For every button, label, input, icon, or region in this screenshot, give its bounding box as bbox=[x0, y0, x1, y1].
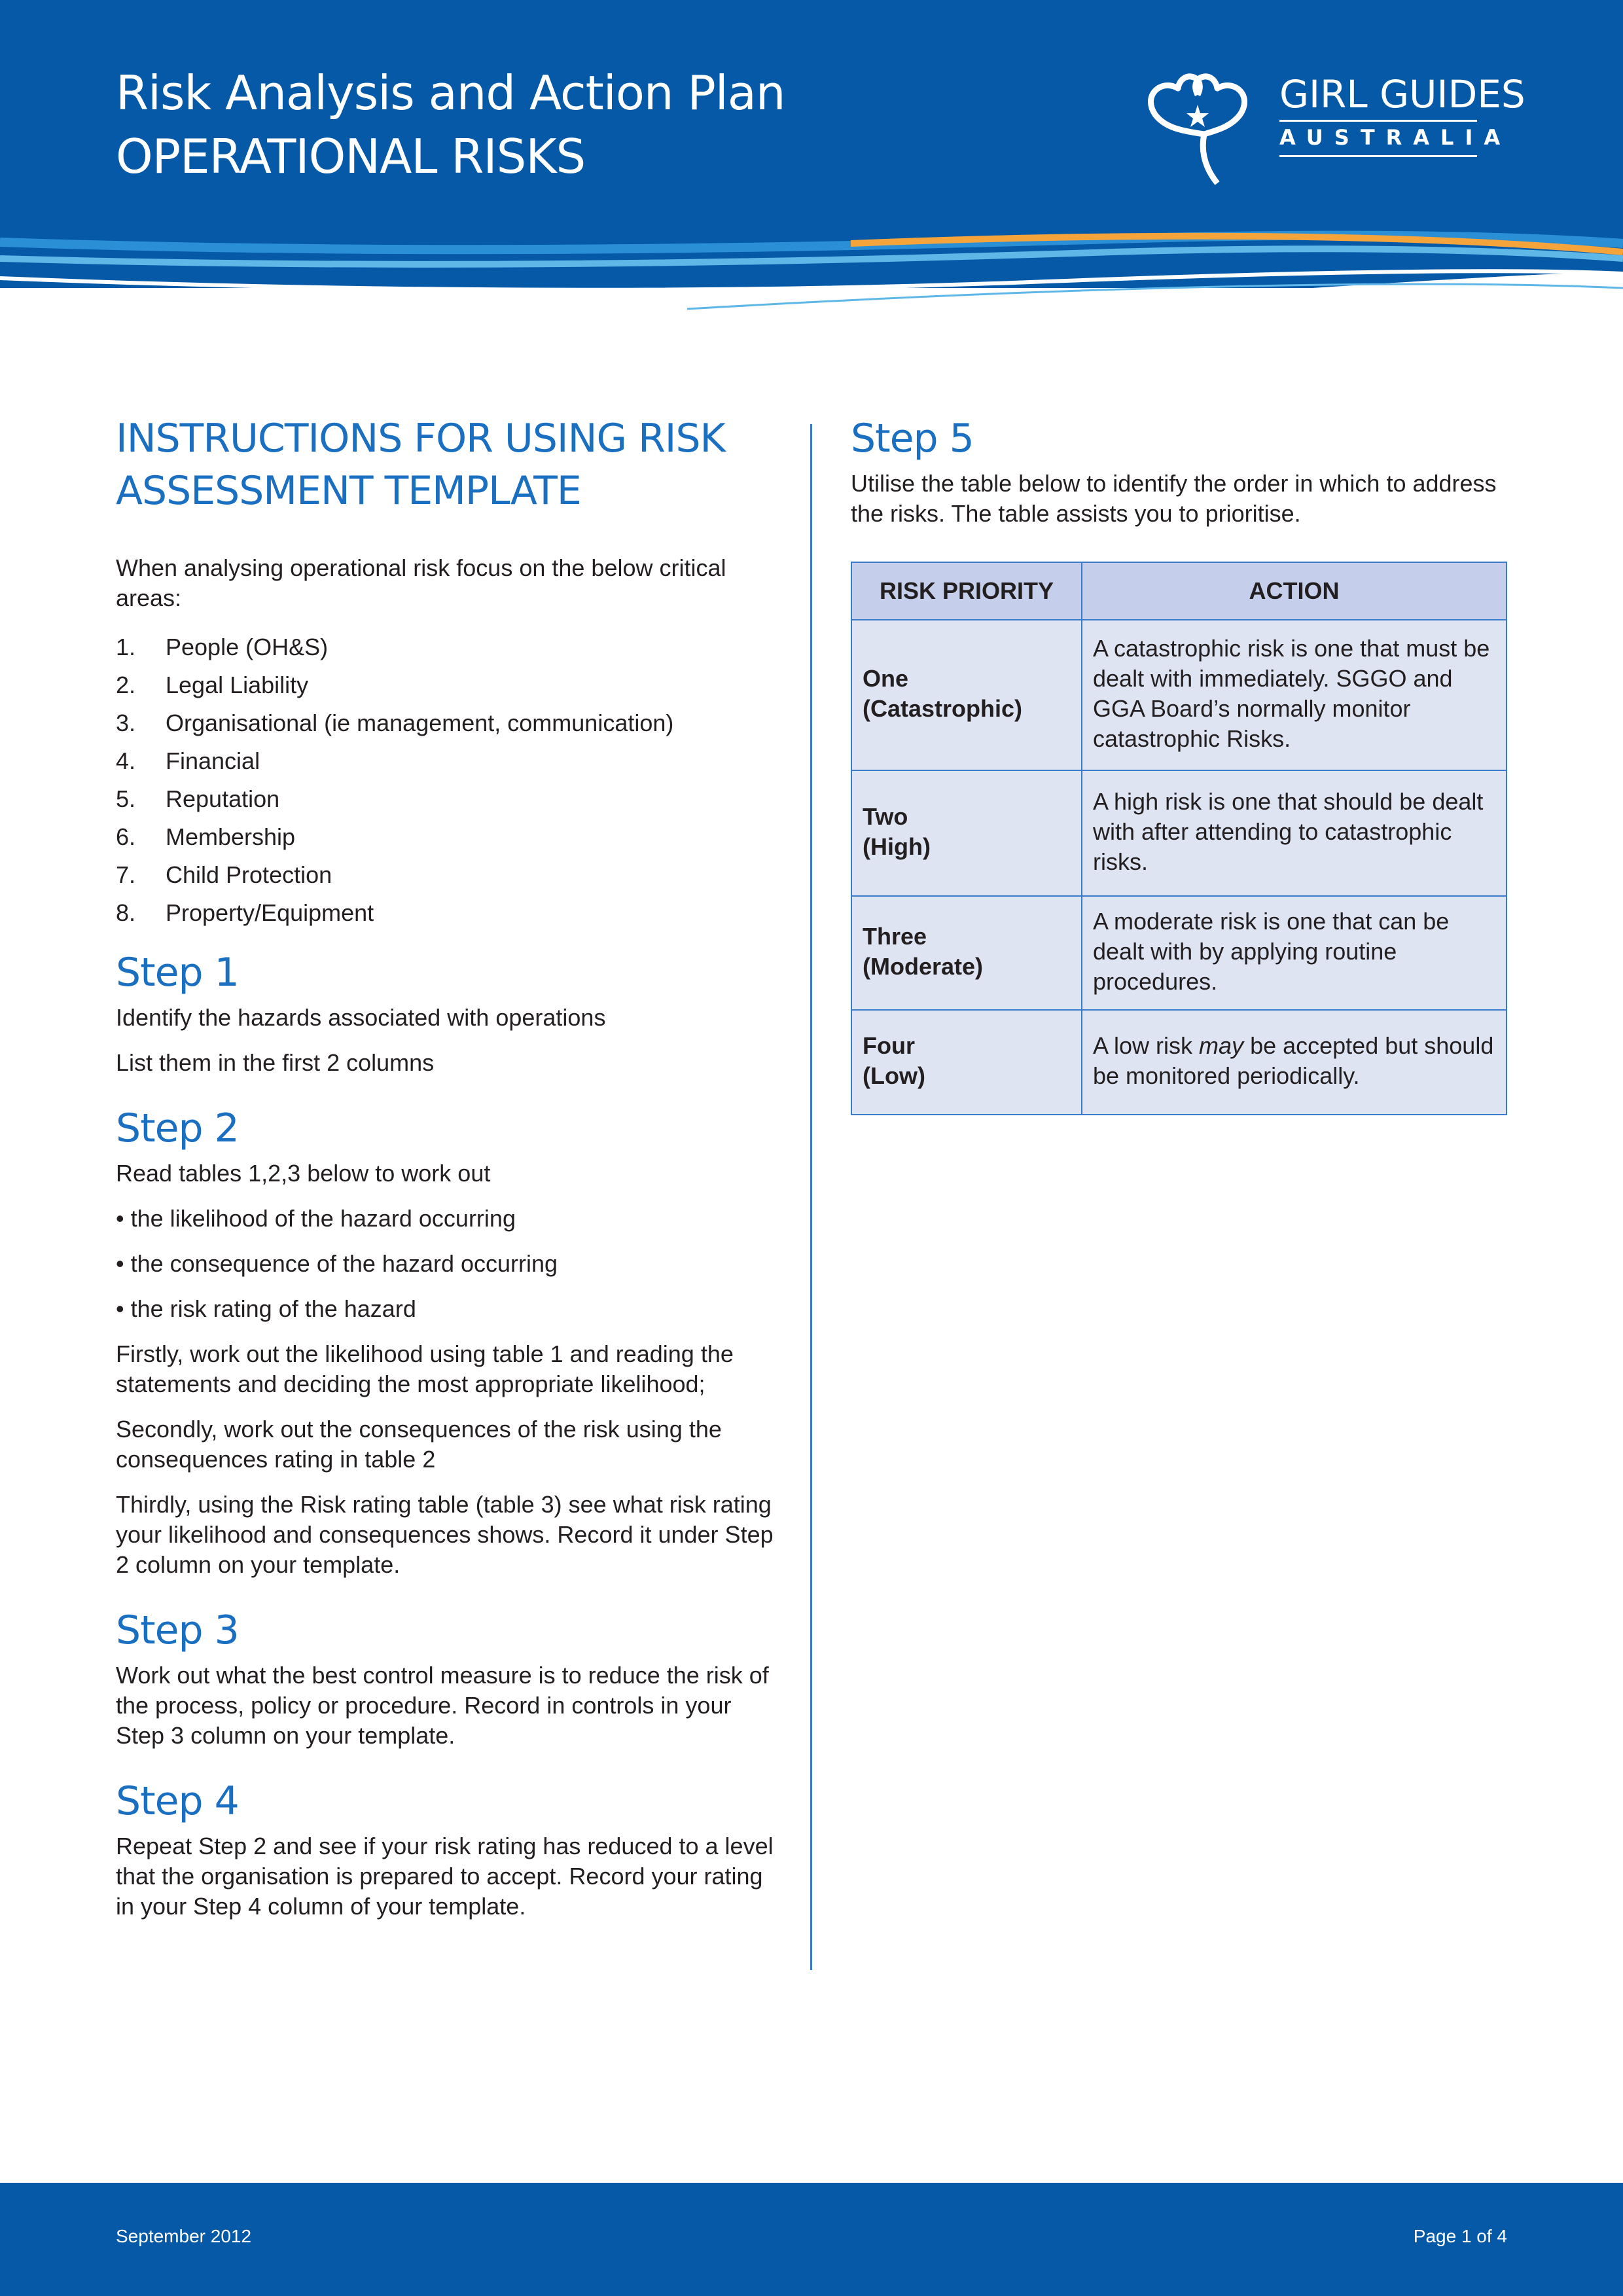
risk-priority-cell: Three (Moderate) bbox=[851, 896, 1082, 1010]
list-item: 8. Property/Equipment bbox=[116, 899, 374, 926]
table-header-row bbox=[851, 562, 1507, 620]
action-cell: A low risk may be accepted but should be monitored periodically. bbox=[1082, 1010, 1507, 1115]
step-3-heading: Step 3 bbox=[116, 1607, 239, 1653]
page-footer bbox=[0, 2183, 1623, 2296]
table-row bbox=[851, 620, 1507, 770]
step-1-text: List them in the first 2 columns bbox=[116, 1049, 435, 1076]
logo-rule bbox=[1279, 120, 1477, 122]
step-2-text: Firstly, work out the likelihood using table 1 and reading the statements and deciding the most appropriate likelihood; bbox=[116, 1340, 734, 1397]
step-3-text: Work out what the best control measure is to reduce the risk of the process, policy or procedure. Record in controls in your Step 3 column on your template. bbox=[116, 1662, 769, 1749]
logo-wordmark-line-1: GIRL GUIDES bbox=[1279, 72, 1525, 117]
action-cell: A moderate risk is one that can be dealt with by applying routine procedures. bbox=[1082, 896, 1507, 1010]
step-2-bullet: • the consequence of the hazard occurring bbox=[116, 1250, 558, 1277]
step-2-bullet: • the likelihood of the hazard occurring bbox=[116, 1205, 516, 1232]
table-row bbox=[851, 1010, 1507, 1115]
risk-priority-table bbox=[851, 562, 1507, 1115]
risk-priority-cell: Four (Low) bbox=[851, 1010, 1082, 1115]
logo-wordmark-line-2: AUSTRALIA bbox=[1279, 125, 1512, 150]
step-2-text: Read tables 1,2,3 below to work out bbox=[116, 1160, 491, 1187]
action-cell: A catastrophic risk is one that must be dealt with immediately. SGGO and GGA Board’s normally monitor catastrophic Risks. bbox=[1082, 620, 1507, 770]
page-number: Page 1 of 4 bbox=[1413, 2226, 1507, 2246]
step-4-heading: Step 4 bbox=[116, 1778, 239, 1824]
table-row bbox=[851, 770, 1507, 896]
title-line-2: OPERATIONAL RISKS bbox=[116, 129, 586, 184]
page-header bbox=[0, 0, 1623, 327]
step-4-text: Repeat Step 2 and see if your risk rating has reduced to a level that the organisation is prepared to accept. Record your rating in your Step 4 column of your template. bbox=[116, 1833, 774, 1920]
footer-date: September 2012 bbox=[116, 2226, 252, 2246]
trefoil-icon bbox=[1142, 69, 1253, 187]
risk-priority-cell: Two (High) bbox=[851, 770, 1082, 896]
step-1-text: Identify the hazards associated with operations bbox=[116, 1004, 606, 1031]
list-item: 2. Legal Liability bbox=[116, 672, 309, 698]
list-item: 6. Membership bbox=[116, 823, 296, 850]
column-header-risk-priority: RISK PRIORITY bbox=[851, 562, 1082, 620]
step-2-bullet: • the risk rating of the hazard bbox=[116, 1295, 416, 1322]
step-2-text: Secondly, work out the consequences of the risk using the consequences rating in table 2 bbox=[116, 1416, 722, 1473]
step-5-heading: Step 5 bbox=[851, 416, 974, 461]
list-item: 3. Organisational (ie management, communication) bbox=[116, 709, 674, 736]
list-item: 4. Financial bbox=[116, 747, 260, 774]
list-item: 5. Reputation bbox=[116, 785, 280, 812]
step-5-text: Utilise the table below to identify the order in which to address the risks. The table assists you to prioritise. bbox=[851, 470, 1497, 527]
girl-guides-logo bbox=[1142, 69, 1525, 187]
list-item: 1. People (OH&S) bbox=[116, 634, 329, 660]
step-2-text: Thirdly, using the Risk rating table (table 3) see what risk rating your likelihood and consequences shows. Record it under Step 2 column on your template. bbox=[116, 1491, 774, 1578]
step-1-heading: Step 1 bbox=[116, 950, 239, 996]
critical-areas-list bbox=[116, 628, 777, 932]
table-row bbox=[851, 896, 1507, 1010]
action-cell: A high risk is one that should be dealt with after attending to catastrophic risks. bbox=[1082, 770, 1507, 896]
left-column bbox=[116, 412, 777, 1937]
list-item: 7. Child Protection bbox=[116, 861, 332, 888]
intro-text: When analysing operational risk focus on the below critical areas: bbox=[116, 554, 726, 611]
column-header-action: ACTION bbox=[1082, 562, 1507, 620]
right-column bbox=[851, 412, 1507, 1115]
logo-rule-bottom bbox=[1279, 155, 1477, 157]
step-2-heading: Step 2 bbox=[116, 1105, 239, 1151]
risk-priority-cell: One (Catastrophic) bbox=[851, 620, 1082, 770]
title-line-1: Risk Analysis and Action Plan bbox=[116, 65, 785, 120]
instructions-heading: INSTRUCTIONS FOR USING RISK ASSESSMENT TEMPLATE bbox=[116, 416, 725, 514]
column-divider bbox=[810, 424, 812, 1970]
